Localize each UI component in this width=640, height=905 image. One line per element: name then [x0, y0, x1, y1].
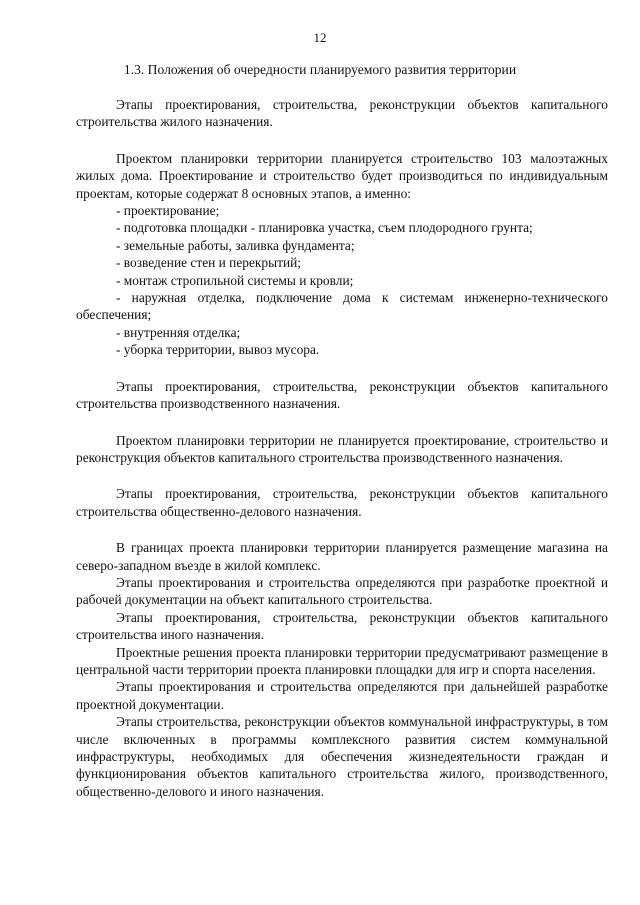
other-text-2: Этапы проектирования и строительства определяются при дальнейшей разработке проектной документации. — [76, 679, 608, 712]
other-title: Этапы проектирования, строительства, реконструкции объектов капитального строительства иного назначения. — [76, 609, 608, 643]
production-title: Этапы проектирования, строительства, реконструкции объектов капитального строительства производственного назначения. — [76, 378, 608, 412]
public-text-1: В границах проекта планировки территории планируется размещение магазина на северо-западном въезде в жилой комплекс. — [76, 540, 608, 573]
stage-item: - монтаж стропильной системы и кровли; — [116, 272, 354, 288]
stage-item: - проектирование; — [116, 203, 220, 219]
page-number: 12 — [313, 30, 327, 45]
other-text-1: Проектные решения проекта планировки территории предусматривают размещение в центральной части территории проекта планировки площадки для игр и спорта населения. — [76, 644, 608, 677]
stage-item: - возведение стен и перекрытий; — [116, 255, 302, 271]
residential-title: Этапы проектирования, строительства, реконструкции объектов капитального строительства жилого назначения. — [76, 97, 608, 130]
public-title: Этапы проектирования, строительства, реконструкции объектов капитального строительства общественно-делового назначения. — [76, 486, 608, 519]
stage-item: - внутренняя отделка; — [116, 324, 241, 340]
stage-item: - уборка территории, вывоз мусора. — [116, 342, 320, 358]
production-text: Проектом планировки территории не планируется проектирование, строительство и реконструкция объектов капитального строительства производственного назначения. — [76, 432, 608, 465]
public-text-2: Этапы проектирования и строительства определяются при разработке проектной и рабочей документации на объект капитального строительства. — [76, 574, 608, 608]
residential-text: Проектом планировки территории планируется строительство 103 малоэтажных жилых дома. Проектирование и строительство будет производиться по индивидуальным проектам, которые содержат 8 основных этапов, а именно: — [76, 150, 608, 201]
document-body — [76, 96, 608, 800]
stage-item: - земельные работы, заливка фундамента; — [116, 237, 355, 253]
section-heading: 1.3. Положения об очередности планируемого развития территории — [123, 62, 517, 77]
utility-text: Этапы строительства, реконструкции объектов коммунальной инфраструктуры, в том числе включенных в программы комплексного развития систем коммунальной инфраструктуры, необходимых для обеспечения жизнедеятельности граждан и функционирования объектов капитального строительства жилого, производственного, общественно-делового и иного назначения. — [76, 714, 608, 799]
stage-item: - наружная отделка, подключение дома к системам инженерно-технического обеспечения; — [76, 290, 608, 323]
stage-item: - подготовка площадки - планировка участка, съем плодородного грунта; — [116, 220, 533, 236]
